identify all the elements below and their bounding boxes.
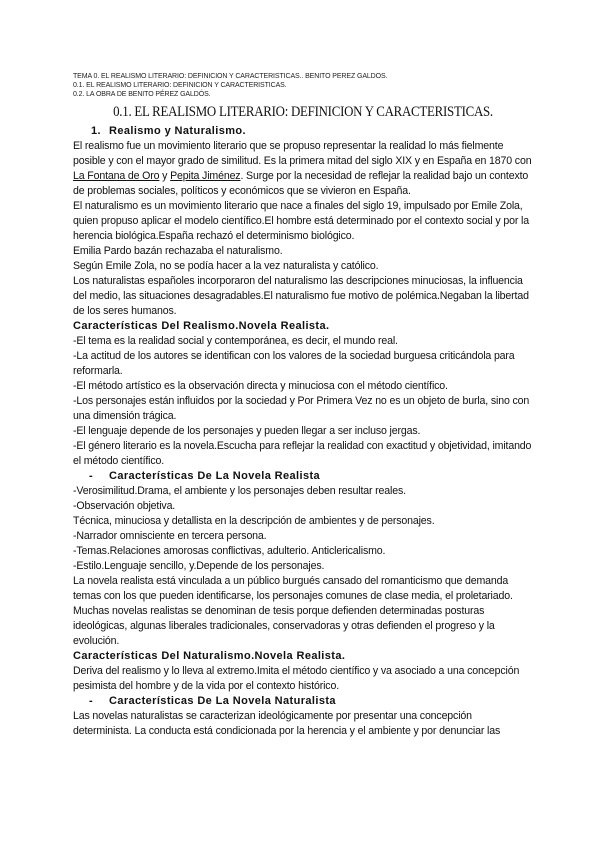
list-item: -Narrador omnisciente en tercera persona. <box>73 530 267 542</box>
heading-novela-realista <box>89 469 533 484</box>
paragraph-pardo-bazan: Emilia Pardo bazán rechazaba el naturalismo. <box>73 245 283 257</box>
list-item: -Observación objetiva. <box>73 500 176 512</box>
toc-line-tema: TEMA 0. EL REALISMO LITERARIO: DEFINICION Y CARACTERISTICAS.. BENITO PEREZ GALDOS. <box>73 73 388 80</box>
paragraph-novela-realista: La novela realista está vinculada a un público burgués cansado del romanticismo que demanda temas con los que pueden identificarse, los personajes comunes de clase media, el proletariado. Muchas novelas realistas se denominan de tesis porque defienden determinadas posturas ideológicas, algunas liberales tradicionales, conservadoras y otras defienden el progreso y la evolución. <box>73 575 513 647</box>
list-item: -El tema es la realidad social y contemporánea, es decir, el mundo real. <box>73 335 398 347</box>
list-item: -El lenguaje depende de los personajes y pueden llegar a ser incluso jergas. <box>73 425 421 437</box>
section-number: 1. <box>91 125 101 137</box>
list-item: -Temas.Relaciones amorosas conflictivas, adulterio. Anticlericalismo. <box>73 545 386 557</box>
toc-line-0-2: 0.2. LA OBRA DE BENITO PÉREZ GALDÓS. <box>73 91 211 98</box>
paragraph-realismo <box>73 139 533 199</box>
title-pepita-jimenez: Pepita Jiménez <box>170 170 241 182</box>
section-heading-realismo-naturalismo <box>91 124 533 139</box>
document-page <box>73 72 533 739</box>
list-item: -El género literario es la novela.Escucha para reflejar la realidad con exactitud y objetividad, imitando el método científico. <box>73 440 532 467</box>
realismo-text-2: . Surge por la necesidad de reflejar la realidad bajo un contexto de problemas sociales, políticos y económicos que se vivieron en España. <box>73 170 529 197</box>
heading-caracteristicas-naturalismo: Características Del Naturalismo.Novela Realista. <box>73 650 346 662</box>
list-item: -Los personajes están influidos por la sociedad y Por Primera Vez no es un objeto de burla, sino con una dimensión trágica. <box>73 395 530 422</box>
paragraph-naturalistas-espanoles: Los naturalistas españoles incorporaron del naturalismo las descripciones minuciosas, la influencia del medio, las situaciones desagradables.El naturalismo fue motivo de polémica.Negaban la libertad de los seres humanos. <box>73 275 529 317</box>
paragraph-zola: Según Emile Zola, no se podía hacer a la vez naturalista y católico. <box>73 260 379 272</box>
paragraph-naturalismo: El naturalismo es un movimiento literario que nace a finales del siglo 19, impulsado por Emile Zola, quien propuso aplicar el modelo científico.El hombre está determinado por el contexto social y por la herencia biológica.España rechazó el determinismo biológico. <box>73 200 529 242</box>
heading-novela-naturalista-title: Características De La Novela Naturalista <box>109 695 336 707</box>
list-item: -El método artístico es la observación directa y minuciosa con el método científico. <box>73 380 448 392</box>
toc-line-0-1: 0.1. EL REALISMO LITERARIO: DEFINICION Y CARACTERISTICAS. <box>73 82 287 89</box>
heading-novela-realista-title: Características De La Novela Realista <box>109 470 321 482</box>
heading-caracteristicas-realismo: Características Del Realismo.Novela Realista. <box>73 320 330 332</box>
list-item: -Estilo.Lenguaje sencillo, y.Depende de los personajes. <box>73 560 325 572</box>
paragraph-naturalismo-deriva: Deriva del realismo y lo lleva al extremo.Imita el método científico y va asociado a una concepción pesimista del hombre y de la vida por el contexto histórico. <box>73 665 520 692</box>
main-title: 0.1. EL REALISMO LITERARIO: DEFINICION Y CARACTERISTICAS. <box>113 104 493 120</box>
list-item: -La actitud de los autores se identifican con los valores de la sociedad burguesa criticándola para reformarla. <box>73 350 515 377</box>
paragraph-novela-naturalista: Las novelas naturalistas se caracterizan ideológicamente por presentar una concepción determinista. La conducta está condicionada por la herencia y el ambiente y por denunciar las <box>73 710 501 737</box>
realismo-text-1: El realismo fue un movimiento literario que se propuso representar la realidad lo más fielmente posible y con el mayor grado de similitud. Es la primera mitad del siglo XIX y en España en 1870 con <box>73 140 532 167</box>
heading-dash: - <box>89 470 94 482</box>
section-title: Realismo y Naturalismo. <box>109 125 246 137</box>
heading-dash: - <box>89 695 94 707</box>
heading-novela-naturalista <box>89 694 533 709</box>
list-item: Técnica, minuciosa y detallista en la descripción de ambientes y de personajes. <box>73 515 435 527</box>
title-fontana-de-oro: La Fontana de Oro <box>73 170 160 182</box>
list-item: -Verosimilitud.Drama, el ambiente y los personajes deben resultar reales. <box>73 485 406 497</box>
table-of-contents <box>73 72 533 99</box>
realismo-text-and: y <box>159 170 171 182</box>
